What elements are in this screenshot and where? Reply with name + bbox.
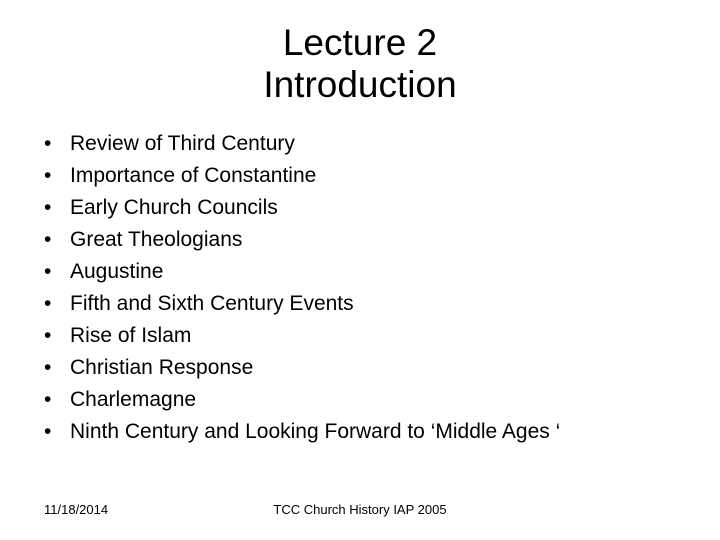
bullet-icon: • (44, 196, 52, 219)
bullet-text: Charlemagne (70, 388, 197, 411)
bullet-icon: • (44, 356, 52, 379)
bullet-icon: • (44, 132, 52, 155)
title-line-1: Lecture 2 (282, 22, 438, 63)
bullet-icon: • (44, 260, 52, 283)
bullet-icon: • (44, 164, 52, 187)
bullet-text: Great Theologians (70, 228, 243, 251)
bullet-item (44, 192, 560, 224)
bullet-text: Fifth and Sixth Century Events (70, 292, 354, 315)
bullet-item (44, 416, 560, 448)
bullet-text: Review of Third Century (70, 132, 295, 155)
title-line-2: Introduction (263, 64, 457, 105)
bullet-item (44, 352, 560, 384)
bullet-icon: • (44, 228, 52, 251)
bullet-text: Augustine (70, 260, 164, 283)
bullet-item (44, 128, 560, 160)
bullet-item (44, 320, 560, 352)
bullet-text: Ninth Century and Looking Forward to ‘Middle Ages ‘ (70, 420, 561, 443)
bullet-icon: • (44, 292, 52, 315)
bullet-item (44, 224, 560, 256)
bullet-text: Christian Response (70, 356, 254, 379)
bullet-icon: • (44, 420, 52, 443)
bullet-item (44, 288, 560, 320)
slide-title (0, 22, 720, 106)
bullet-item (44, 160, 560, 192)
bullet-text: Importance of Constantine (70, 164, 317, 187)
bullet-item (44, 384, 560, 416)
bullet-icon: • (44, 324, 52, 347)
bullet-icon: • (44, 388, 52, 411)
bullet-text: Rise of Islam (70, 324, 192, 347)
bullet-item (44, 256, 560, 288)
bullet-text: Early Church Councils (70, 196, 278, 219)
bullet-list (44, 128, 560, 448)
footer-date: 11/18/2014 (44, 502, 109, 517)
footer-text: TCC Church History IAP 2005 (273, 502, 447, 517)
